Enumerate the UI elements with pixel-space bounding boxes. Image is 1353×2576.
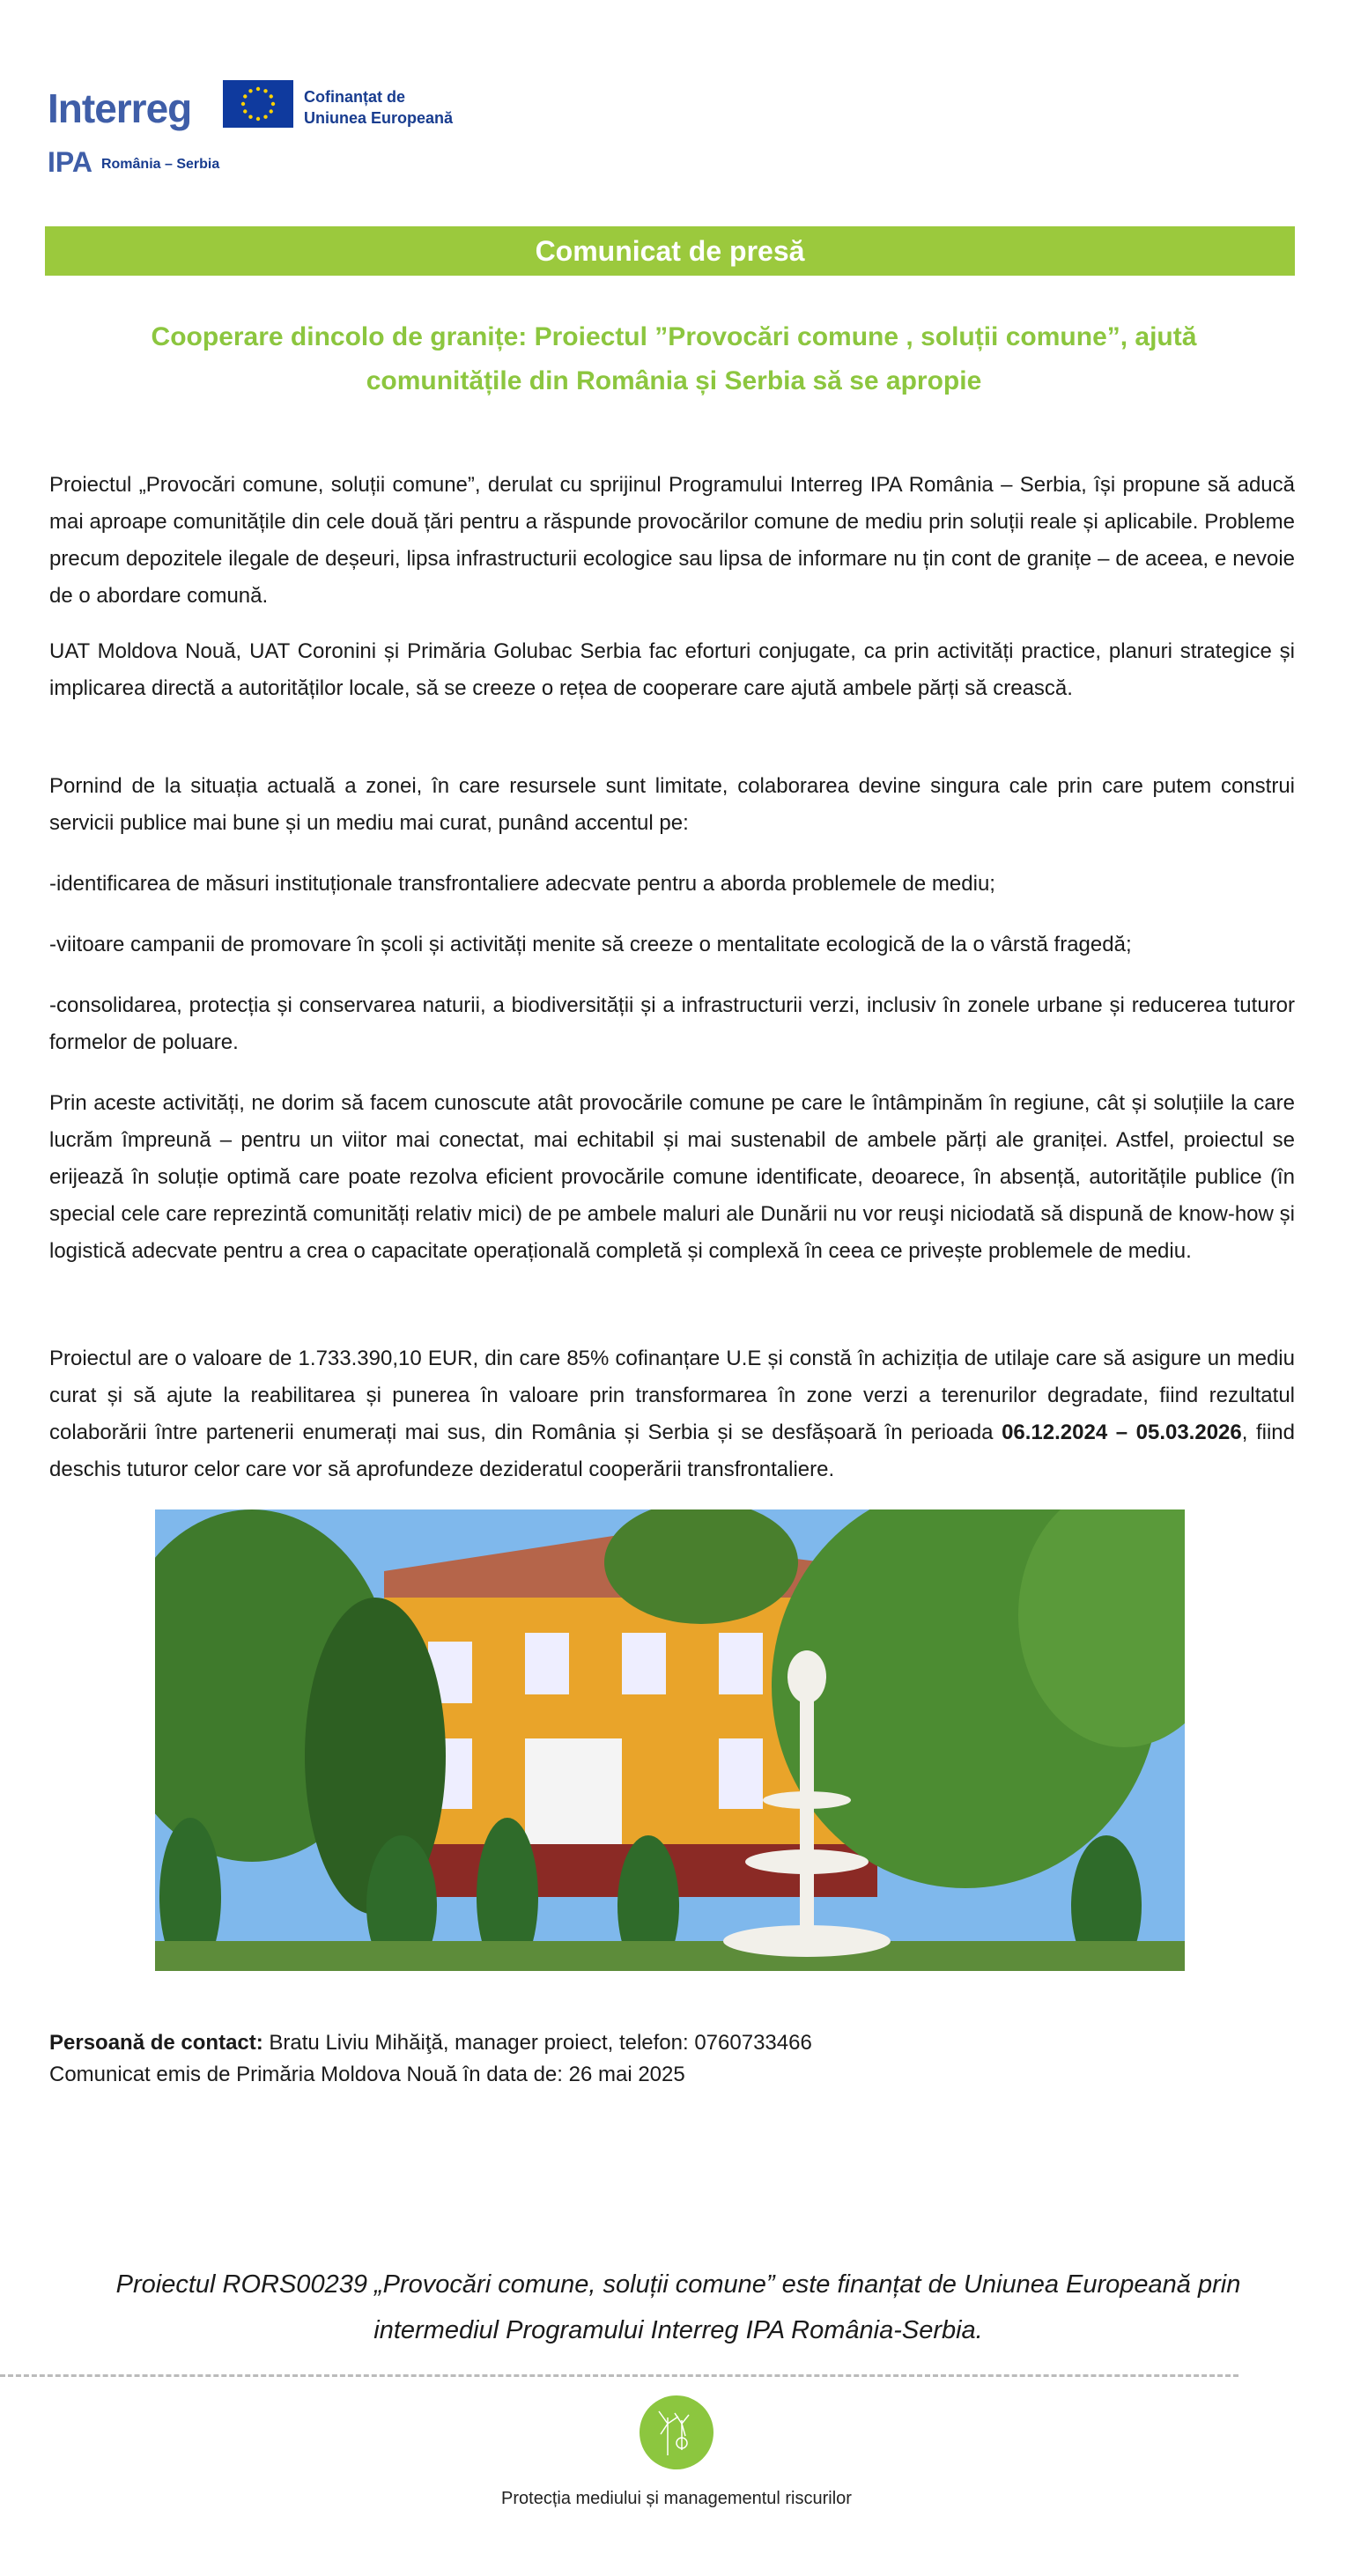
contact-value: Bratu Liviu Mihăiţă, manager proiect, telefon: 0760733466 <box>262 2031 812 2055</box>
issued-by: Comunicat emis de Primăria Moldova Nouă în data de: 26 mai 2025 <box>49 2063 685 2086</box>
interreg-logo: Interreg <box>48 85 192 131</box>
eu-star <box>248 115 252 119</box>
eu-star <box>243 94 247 98</box>
paragraph-context: Pornind de la situația actuală a zonei, în care resursele sunt limitate, colaborarea devine singura cale prin care putem construi servicii publice mai bune și un mediu mai curat, punând accentul pe: <box>49 774 1295 835</box>
project-period: 06.12.2024 – 05.03.2026 <box>1002 1421 1242 1444</box>
ipa-subtitle: România – Serbia <box>100 157 220 172</box>
funding-text: Proiectul are o valoare de 1.733.390,10 EUR, din care 85% cofinanțare U.E și constă în achiziția de utilaje care să asigure un mediu curat și să ajute la reabilitarea și punerea în valoare prin transformarea în zone verzi a terenurilor degradate, fiind rezultatul colaborării între partenerii enumerați mai sus, din România și Serbia și se desfășoară în perioada <box>49 1347 1295 1444</box>
paragraph-partners: UAT Moldova Nouă, UAT Coronini și Primăria Golubac Serbia fac eforturi conjugate, ca prin activități practice, planuri strategice și implicarea directă a autorităților locale, să se creeze o rețea de cooperare care ajută ambele părți să crească. <box>49 639 1295 700</box>
funding-text-end: , fiind deschis tuturor celor care vor să aprofundeze dezideratul cooperării transfrontaliere. <box>49 1421 1295 1481</box>
paragraph-intro: Proiectul „Provocări comune, soluții comune”, derulat cu sprijinul Programului Interreg IPA România – Serbia, își propune să aducă mai aproape comunitățile din cele două țări pentru a răspunde provocărilor comune de mediu prin soluții reale și aplicabile. Probleme precum depozitele ilegale de deșeuri, lipsa infrastructurii ecologice sau lipsa de informare nu țin cont de granițe – de aceea, e nevoie de o abordare comună. <box>49 473 1295 608</box>
eu-star <box>270 94 273 98</box>
eu-star <box>248 89 252 92</box>
eu-star <box>243 109 247 113</box>
contact-label: Persoană de contact: <box>49 2031 263 2055</box>
headline: Cooperare dincolo de granițe: Proiectul ”Provocări comune , soluții comune”, ajută comunitățile din România și Serbia să se apropie <box>151 322 1197 395</box>
ipa-logo <box>48 146 219 179</box>
category-caption: Protecția mediului și managementul riscurilor <box>501 2489 852 2508</box>
press-release-banner: Comunicat de presă <box>45 226 1295 276</box>
bullet-item: -consolidarea, protecția și conservarea naturii, a biodiversității și a infrastructurii verzi, inclusiv în zonele urbane și reducerea tuturor formelor de poluare. <box>49 993 1295 1054</box>
eu-star <box>256 117 260 121</box>
eu-star <box>241 102 245 106</box>
bullet-item: -identificarea de măsuri instituționale transfrontaliere adecvate pentru a aborda problemele de mediu; <box>49 872 995 896</box>
wind-turbine-icon <box>640 2395 713 2469</box>
contact-person <box>49 2027 812 2059</box>
paragraph-activities: Prin aceste activități, ne dorim să facem cunoscute atât provocările comune pe care le întâmpinăm în regiune, cât și soluțiile la care lucrăm împreună – pentru un viitor mai conectat, mai echitabil și mai sustenabil de ambele părți ale graniței. Astfel, proiectul se erijează în soluție optimă care poate rezolva eficient provocările comune identificate, deoarece, în absență, autoritățile publice (în special cele care reprezintă comunități relativ mici) de pe ambele maluri ale Dunării nu vor reuşi niciodată să dispună de know-how și logistică adecvate pentru a crea o capacitate operațională completă și complexă în ceea ce privește problemele de mediu. <box>49 1091 1295 1263</box>
eu-star <box>263 115 267 119</box>
eu-star <box>270 109 273 113</box>
town-hall-photo <box>155 1509 1185 1971</box>
eu-text-line1: Cofinanțat de <box>304 88 405 106</box>
bullet-item: -viitoare campanii de promovare în școli și activități menite să creeze o mentalitate ecologică de la o vârstă fragedă; <box>49 933 1132 956</box>
eu-cofinance-text <box>304 86 453 129</box>
eu-flag-icon <box>223 80 293 128</box>
ipa-label: IPA <box>48 146 92 178</box>
eu-text-line2: Uniunea Europeană <box>304 109 454 127</box>
paragraph-funding <box>49 1340 1295 1488</box>
divider <box>0 2374 1238 2377</box>
eu-star <box>263 89 267 92</box>
eu-star <box>271 102 275 106</box>
contact-block <box>49 2027 812 2091</box>
funding-disclaimer: Proiectul RORS00239 „Provocări comune, soluții comune” este finanțat de Uniunea Europeană prin intermediul Programului Interreg IPA România-Serbia. <box>115 2270 1241 2344</box>
eu-star <box>256 87 260 91</box>
